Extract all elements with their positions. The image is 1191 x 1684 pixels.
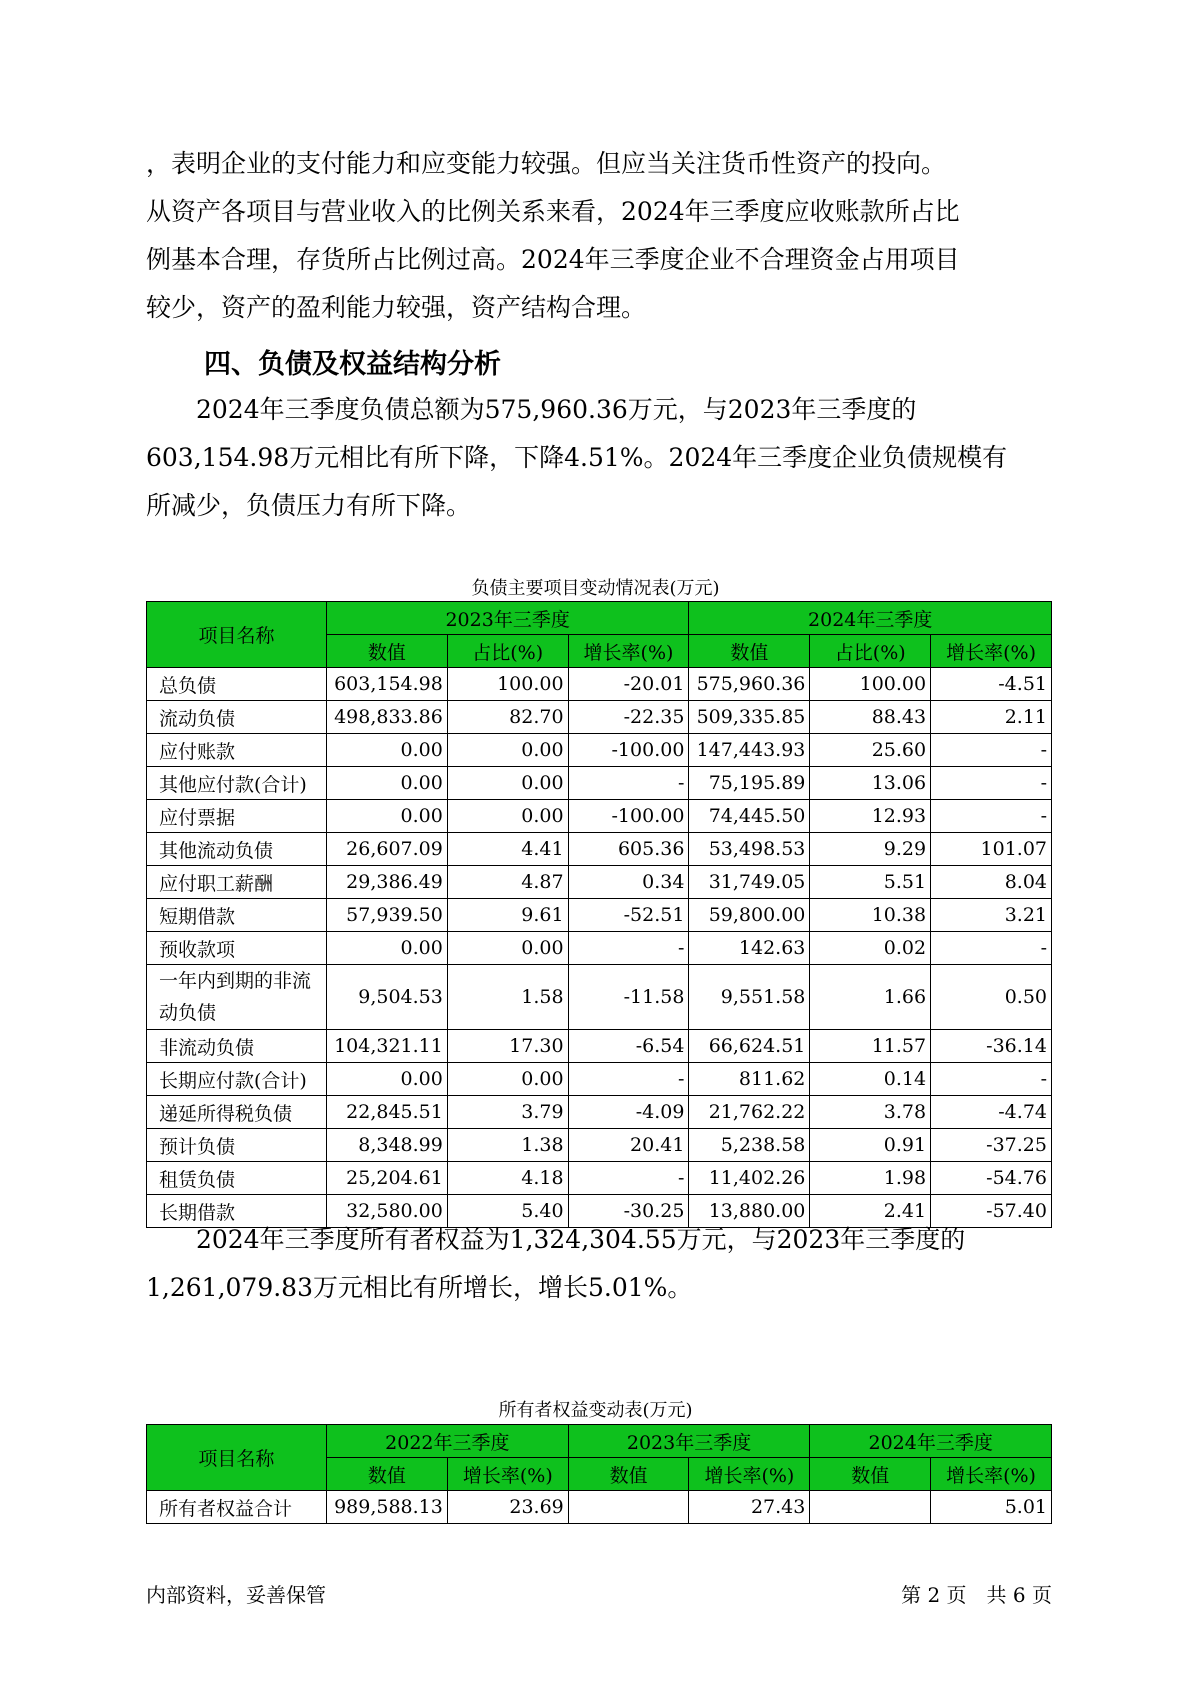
footer-left: 内部资料，妥善保管 [146, 1583, 326, 1607]
table-cell: -100.00 [568, 734, 689, 767]
table-cell: 3.21 [931, 899, 1052, 932]
table-cell: 23.69 [447, 1491, 568, 1524]
intro-paragraph [146, 140, 1056, 332]
table-cell: 59,800.00 [689, 899, 810, 932]
table-cell: 989,588.13 [326, 1491, 447, 1524]
row-label: 非流动负债 [147, 1030, 327, 1063]
table-cell: 0.00 [326, 932, 447, 965]
table-row [147, 668, 1052, 701]
table-cell: 8,348.99 [326, 1129, 447, 1162]
sub-header: 增长率(%) [689, 1458, 810, 1491]
table-cell: - [568, 932, 689, 965]
table-cell: 11.57 [810, 1030, 931, 1063]
text-line: 从资产各项目与营业收入的比例关系来看，2024年三季度应收账款所占比 [146, 197, 960, 226]
table-cell: -22.35 [568, 701, 689, 734]
row-label: 应付票据 [147, 800, 327, 833]
liability-table [146, 601, 1052, 1228]
section-heading: 四、负债及权益结构分析 [204, 349, 501, 380]
period-header: 2022年三季度 [326, 1425, 568, 1458]
table-cell: 66,624.51 [689, 1030, 810, 1063]
text-line: 1,261,079.83万元相比有所增长，增长5.01%。 [146, 1273, 693, 1302]
table-cell: 27.43 [689, 1491, 810, 1524]
row-label: 总负债 [147, 668, 327, 701]
table-cell: -37.25 [931, 1129, 1052, 1162]
row-label: 一年内到期的非流动负债 [147, 965, 327, 1030]
table-cell: 2.11 [931, 701, 1052, 734]
table-cell: 5.40 [447, 1195, 568, 1228]
table-cell: 82.70 [447, 701, 568, 734]
table-cell: 13.06 [810, 767, 931, 800]
row-label: 应付账款 [147, 734, 327, 767]
table-cell: 5,238.58 [689, 1129, 810, 1162]
period-header: 2023年三季度 [568, 1425, 810, 1458]
text-line: ，表明企业的支付能力和应变能力较强。但应当关注货币性资产的投向。 [146, 149, 947, 178]
table-cell: 603,154.98 [326, 668, 447, 701]
table-cell: 0.91 [810, 1129, 931, 1162]
sub-header: 数值 [326, 635, 447, 668]
table-cell: 1.98 [810, 1162, 931, 1195]
table-cell: 0.00 [447, 932, 568, 965]
table-cell [810, 1491, 931, 1524]
table-cell: 25.60 [810, 734, 931, 767]
table-row [147, 1096, 1052, 1129]
table-row [147, 1491, 1052, 1524]
text-line: 例基本合理，存货所占比例过高。2024年三季度企业不合理资金占用项目 [146, 245, 960, 274]
table-cell: 811.62 [689, 1063, 810, 1096]
text-line: 较少，资产的盈利能力较强，资产结构合理。 [146, 293, 647, 322]
table-row [147, 1129, 1052, 1162]
period-header: 2024年三季度 [689, 602, 1052, 635]
table-cell: 0.00 [326, 1063, 447, 1096]
row-label: 租赁负债 [147, 1162, 327, 1195]
table-cell: 9.61 [447, 899, 568, 932]
row-label: 应付职工薪酬 [147, 866, 327, 899]
table-cell: 1.58 [447, 965, 568, 1030]
table-cell: 100.00 [810, 668, 931, 701]
table-cell: 3.79 [447, 1096, 568, 1129]
table-cell: 75,195.89 [689, 767, 810, 800]
row-label: 长期借款 [147, 1195, 327, 1228]
table-cell: -100.00 [568, 800, 689, 833]
table-row [147, 1162, 1052, 1195]
table-cell: 4.41 [447, 833, 568, 866]
table-cell: 0.14 [810, 1063, 931, 1096]
table-cell: 0.00 [447, 1063, 568, 1096]
table-cell: 101.07 [931, 833, 1052, 866]
sub-header: 增长率(%) [931, 1458, 1052, 1491]
sub-header: 数值 [326, 1458, 447, 1491]
table-cell: - [931, 767, 1052, 800]
row-label: 递延所得税负债 [147, 1096, 327, 1129]
row-label: 预收款项 [147, 932, 327, 965]
table-row [147, 833, 1052, 866]
table-cell: 32,580.00 [326, 1195, 447, 1228]
table-cell: -52.51 [568, 899, 689, 932]
table-cell: 498,833.86 [326, 701, 447, 734]
table-cell: 605.36 [568, 833, 689, 866]
table-cell: 10.38 [810, 899, 931, 932]
table-cell: 142.63 [689, 932, 810, 965]
table-cell: -6.54 [568, 1030, 689, 1063]
row-label: 其他应付款(合计) [147, 767, 327, 800]
sub-header: 增长率(%) [447, 1458, 568, 1491]
row-label: 其他流动负债 [147, 833, 327, 866]
row-label: 长期应付款(合计) [147, 1063, 327, 1096]
period-header: 2024年三季度 [810, 1425, 1052, 1458]
table-cell: 25,204.61 [326, 1162, 447, 1195]
table-cell: 29,386.49 [326, 866, 447, 899]
table-cell: 509,335.85 [689, 701, 810, 734]
table-cell: 26,607.09 [326, 833, 447, 866]
table-cell: -4.09 [568, 1096, 689, 1129]
table-cell: 0.00 [447, 734, 568, 767]
table-row [147, 767, 1052, 800]
table-row [147, 932, 1052, 965]
table-cell: 0.34 [568, 866, 689, 899]
table-cell: - [931, 932, 1052, 965]
table-cell: 11,402.26 [689, 1162, 810, 1195]
table-cell: - [931, 800, 1052, 833]
table-row [147, 866, 1052, 899]
table-cell: 20.41 [568, 1129, 689, 1162]
table-cell: - [931, 1063, 1052, 1096]
table-cell: 21,762.22 [689, 1096, 810, 1129]
sub-header: 增长率(%) [568, 635, 689, 668]
liability-paragraph [146, 386, 1056, 530]
table-cell: 0.00 [447, 800, 568, 833]
row-label: 流动负债 [147, 701, 327, 734]
text-line: 2024年三季度负债总额为575,960.36万元，与2023年三季度的 [146, 395, 917, 424]
table-cell: 9,551.58 [689, 965, 810, 1030]
table-cell: 31,749.05 [689, 866, 810, 899]
table-row [147, 1063, 1052, 1096]
sub-header: 增长率(%) [931, 635, 1052, 668]
table-cell: 13,880.00 [689, 1195, 810, 1228]
table-cell: 2.41 [810, 1195, 931, 1228]
column-header-name: 项目名称 [147, 602, 327, 668]
table-cell: 0.00 [326, 734, 447, 767]
sub-header: 占比(%) [810, 635, 931, 668]
table-cell: 74,445.50 [689, 800, 810, 833]
table-cell: 57,939.50 [326, 899, 447, 932]
text-line: 2024年三季度所有者权益为1,324,304.55万元，与2023年三季度的 [146, 1225, 966, 1254]
table-cell: 575,960.36 [689, 668, 810, 701]
text-line: 603,154.98万元相比有所下降，下降4.51%。2024年三季度企业负债规模有 [146, 443, 1008, 472]
table-row [147, 701, 1052, 734]
text-line: 所减少，负债压力有所下降。 [146, 491, 472, 520]
table-cell: 0.50 [931, 965, 1052, 1030]
table-row [147, 800, 1052, 833]
table-row [147, 734, 1052, 767]
table-cell: 4.87 [447, 866, 568, 899]
liability-table-caption: 负债主要项目变动情况表(万元) [471, 578, 720, 599]
period-header: 2023年三季度 [326, 602, 689, 635]
table-cell: -11.58 [568, 965, 689, 1030]
table-cell: 1.38 [447, 1129, 568, 1162]
table-cell: 0.02 [810, 932, 931, 965]
table-row [147, 1030, 1052, 1063]
column-header-name: 项目名称 [147, 1425, 327, 1491]
sub-header: 数值 [568, 1458, 689, 1491]
table-cell: - [568, 1162, 689, 1195]
table-cell: - [568, 767, 689, 800]
table-cell: 88.43 [810, 701, 931, 734]
table-cell: 9.29 [810, 833, 931, 866]
equity-table [146, 1424, 1052, 1524]
table-cell: 0.00 [326, 800, 447, 833]
table-cell: -4.51 [931, 668, 1052, 701]
table-row [147, 965, 1052, 1030]
row-label: 所有者权益合计 [147, 1491, 327, 1524]
table-cell: 5.01 [931, 1491, 1052, 1524]
table-cell: -36.14 [931, 1030, 1052, 1063]
table-cell: 104,321.11 [326, 1030, 447, 1063]
table-cell: 53,498.53 [689, 833, 810, 866]
sub-header: 占比(%) [447, 635, 568, 668]
table-cell: 9,504.53 [326, 965, 447, 1030]
table-cell: 12.93 [810, 800, 931, 833]
row-label: 短期借款 [147, 899, 327, 932]
row-label: 预计负债 [147, 1129, 327, 1162]
table-cell: -20.01 [568, 668, 689, 701]
table-cell: 8.04 [931, 866, 1052, 899]
equity-paragraph [146, 1216, 1056, 1312]
table-cell: - [931, 734, 1052, 767]
table-cell: -4.74 [931, 1096, 1052, 1129]
table-row [147, 899, 1052, 932]
table-cell: 17.30 [447, 1030, 568, 1063]
sub-header: 数值 [810, 1458, 931, 1491]
footer-page-number: 第 2 页 共 6 页 [901, 1583, 1052, 1607]
table-cell: 100.00 [447, 668, 568, 701]
table-cell: 5.51 [810, 866, 931, 899]
table-cell: -54.76 [931, 1162, 1052, 1195]
table-cell: 147,443.93 [689, 734, 810, 767]
table-cell: 22,845.51 [326, 1096, 447, 1129]
sub-header: 数值 [689, 635, 810, 668]
table-cell [568, 1491, 689, 1524]
table-cell: 3.78 [810, 1096, 931, 1129]
table-cell: -57.40 [931, 1195, 1052, 1228]
table-cell: - [568, 1063, 689, 1096]
table-cell: 0.00 [447, 767, 568, 800]
table-cell: 1.66 [810, 965, 931, 1030]
table-cell: -30.25 [568, 1195, 689, 1228]
equity-table-caption: 所有者权益变动表(万元) [498, 1400, 693, 1421]
table-cell: 0.00 [326, 767, 447, 800]
table-cell: 4.18 [447, 1162, 568, 1195]
